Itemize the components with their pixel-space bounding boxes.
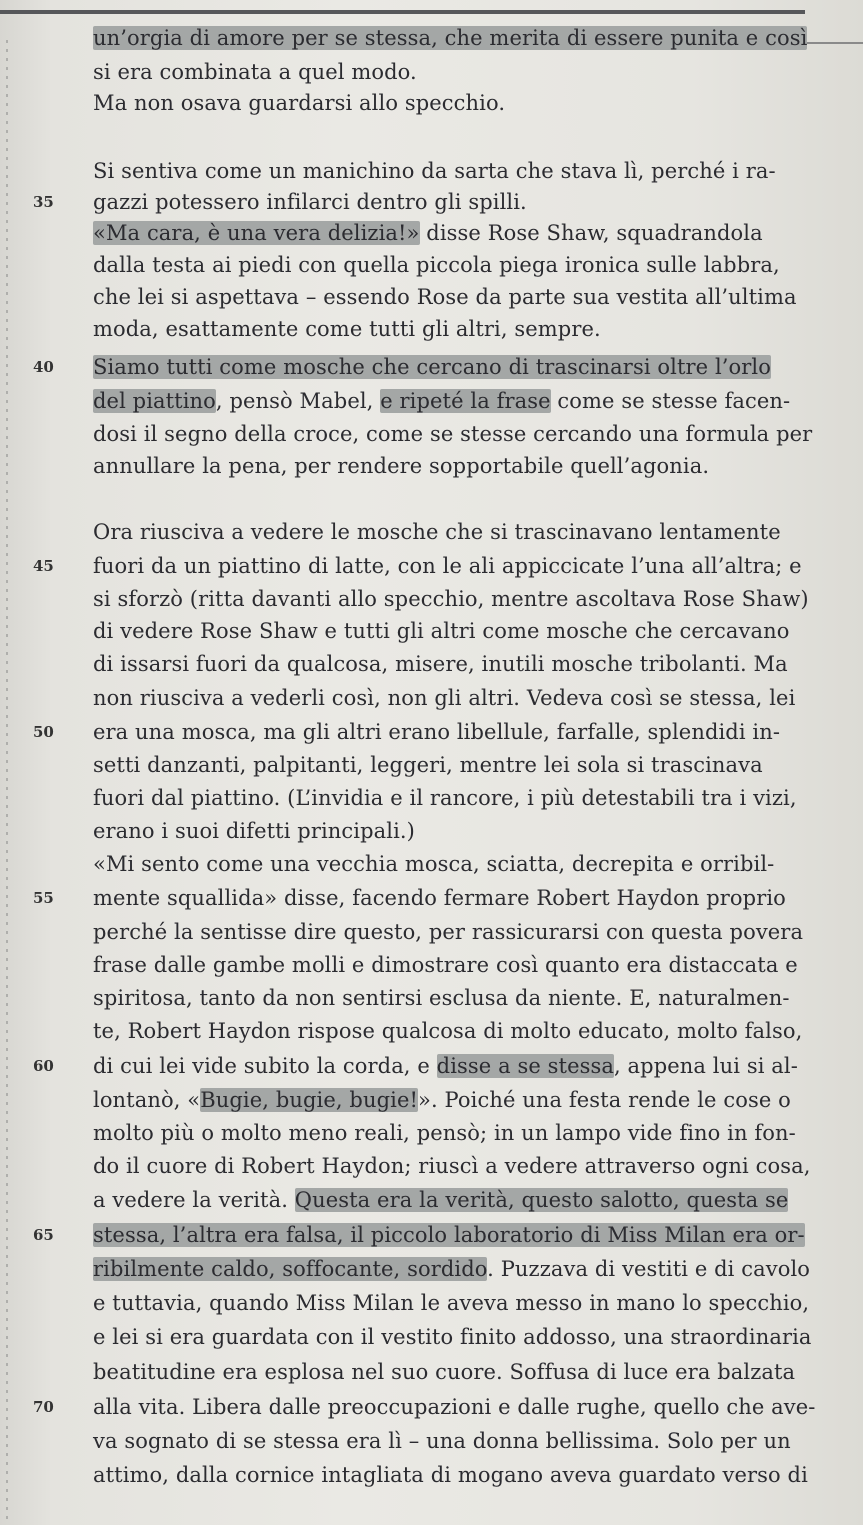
line-number: 40: [33, 358, 54, 376]
highlight: e ripeté la frase: [380, 389, 551, 413]
text-fragment: lontanò, «: [93, 1088, 201, 1112]
text-line: fuori dal piattino. (L’invidia e il rancore, i più detestabili tra i vizi,: [93, 786, 797, 810]
text-line: che lei si aspettava – essendo Rose da parte sua vestita all’ultima: [93, 285, 797, 309]
text-line: si era combinata a quel modo.: [93, 60, 417, 84]
text-line: Si sentiva come un manichino da sarta che stava lì, perché i ra-: [93, 159, 776, 183]
text-line: va sognato di se stessa era lì – una donna bellissima. Solo per un: [93, 1429, 791, 1453]
text-line: e lei si era guardata con il vestito finito addosso, una straordinaria: [93, 1325, 812, 1349]
top-rule-right: [805, 42, 863, 44]
text-line: do il cuore di Robert Haydon; riuscì a vedere attraverso ogni cosa,: [93, 1154, 811, 1178]
text-line: dosi il segno della croce, come se stesse cercando una formula per: [93, 422, 813, 446]
text-line: e tuttavia, quando Miss Milan le aveva messo in mano lo specchio,: [93, 1291, 810, 1315]
highlight: Questa era la verità, questo salotto, questa se: [294, 1188, 789, 1212]
text-line: [93, 1220, 805, 1250]
text-line: spiritosa, tanto da non sentirsi esclusa da niente. E, naturalmen-: [93, 986, 790, 1010]
top-rule: [0, 10, 805, 14]
text-line: mente squallida» disse, facendo fermare Robert Haydon proprio: [93, 886, 786, 910]
text-line: [93, 23, 807, 53]
text-line: Ma non osava guardarsi allo specchio.: [93, 91, 506, 115]
text-line: [93, 386, 790, 416]
text-line: di issarsi fuori da qualcosa, misere, inutili mosche tribolanti. Ma: [93, 652, 788, 676]
margin-dots: [6, 40, 8, 1520]
text-line: molto più o molto meno reali, pensò; in un lampo vide fino in fon-: [93, 1121, 796, 1145]
text-line: [93, 1051, 798, 1081]
text-fragment: , appena lui si al-: [613, 1054, 798, 1078]
text-line: frase dalle gambe molli e dimostrare così quanto era distaccata e: [93, 953, 798, 977]
line-number: 70: [33, 1398, 54, 1416]
text-line: di vedere Rose Shaw e tutti gli altri come mosche che cercavano: [93, 619, 790, 643]
line-number: 45: [33, 557, 54, 575]
text-line: «Mi sento come una vecchia mosca, sciatta, decrepita e orribil-: [93, 852, 775, 876]
text-line: attimo, dalla cornice intagliata di mogano aveva guardato verso di: [93, 1463, 808, 1487]
text-line: fuori da un piattino di latte, con le ali appiccicate l’una all’altra; e: [93, 554, 802, 578]
line-number: 65: [33, 1226, 54, 1244]
highlight: un’orgia di amore per se stessa, che merita di essere punita e così: [93, 26, 808, 50]
text-line: [93, 1254, 810, 1284]
text-line: Ora riusciva a vedere le mosche che si trascinavano lentamente: [93, 520, 781, 544]
text-line: si sforzò (ritta davanti allo specchio, mentre ascoltava Rose Shaw): [93, 587, 809, 611]
text-line: moda, esattamente come tutti gli altri, sempre.: [93, 317, 601, 341]
text-line: alla vita. Libera dalle preoccupazioni e dalle rughe, quello che ave-: [93, 1395, 816, 1419]
text-line: setti danzanti, palpitanti, leggeri, mentre lei sola si trascinava: [93, 753, 763, 777]
text-line: dalla testa ai piedi con quella piccola piega ironica sulle labbra,: [93, 253, 780, 277]
text-line: erano i suoi difetti principali.): [93, 819, 415, 843]
text-line: [93, 1185, 788, 1215]
line-number: 50: [33, 723, 54, 741]
highlight: Siamo tutti come mosche che cercano di trascinarsi oltre l’orlo: [93, 355, 771, 379]
highlight: «Ma cara, è una vera delizia!»: [93, 221, 420, 245]
text-line: era una mosca, ma gli altri erano libellule, farfalle, splendidi in-: [93, 720, 781, 744]
text-line: gazzi potessero infilarci dentro gli spilli.: [93, 190, 527, 214]
text-line: te, Robert Haydon rispose qualcosa di molto educato, molto falso,: [93, 1019, 803, 1043]
text-line: [93, 218, 763, 248]
highlight: ribilmente caldo, soffocante, sordido: [93, 1257, 488, 1281]
text-fragment: , pensò Mabel,: [215, 389, 381, 413]
line-number: 60: [33, 1057, 54, 1075]
text-line: non riusciva a vederli così, non gli altri. Vedeva così se stessa, lei: [93, 686, 796, 710]
line-number: 55: [33, 889, 54, 907]
line-number: 35: [33, 193, 54, 211]
text-fragment: a vedere la verità.: [93, 1188, 295, 1212]
highlight: del piattino: [93, 389, 216, 413]
text-fragment: di cui lei vide subito la corda, e: [93, 1054, 437, 1078]
text-line: [93, 1085, 791, 1115]
highlight: Bugie, bugie, bugie!: [200, 1088, 419, 1112]
text-line: annullare la pena, per rendere sopportabile quell’agonia.: [93, 454, 710, 478]
text-line: [93, 352, 771, 382]
highlight: stessa, l’altra era falsa, il piccolo laboratorio di Miss Milan era or-: [93, 1223, 805, 1247]
text-fragment: come se stesse facen-: [550, 389, 791, 413]
text-fragment: . Puzzava di vestiti e di cavolo: [487, 1257, 811, 1281]
text-line: beatitudine era esplosa nel suo cuore. Soffusa di luce era balzata: [93, 1360, 796, 1384]
text-fragment: ». Poiché una festa rende le cose o: [418, 1088, 791, 1112]
text-line: perché la sentisse dire questo, per rassicurarsi con questa povera: [93, 920, 804, 944]
highlight: disse a se stessa: [436, 1054, 614, 1078]
text-fragment: disse Rose Shaw, squadrandola: [419, 221, 763, 245]
